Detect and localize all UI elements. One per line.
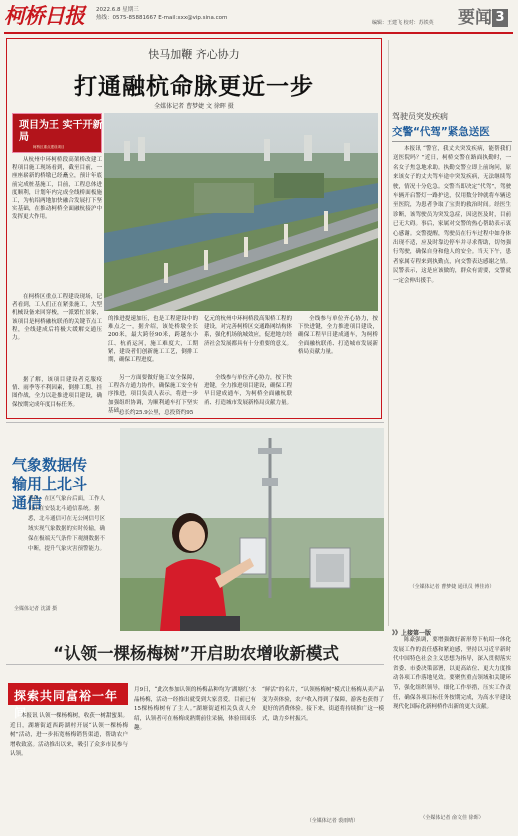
story2-headline: 气象数据传输用上北斗通信 [12,456,88,512]
series-banner-text: 探索共同富裕一年间 [14,689,119,720]
masthead-title: 柯桥日报 [4,3,84,28]
contact-line: 热线：0575-85881667 E-mail:xxx@vip.sina.com [96,15,228,21]
main-col4-text: 全线参与单位齐心协力，按下快进键，全力推进项目建设，确保工程早日建成通车，为柯桥全面融杭联甬、打造城市发展新格局贡献力量。 [298,316,378,355]
main-col2-para1: 的推进提速加压，也是工程建设中的难点之一，据介绍，该处桥墩全长200米，最大跨径90米，跨越东小江、杭甬运河，施工难度大，工期紧，建设者们创新施工工艺，倒排工期，确保工程进度。 [108,316,198,364]
main-col3-para2: 全线参与单位齐心协力，按下快进键，全力推进项目建设，确保工程早日建成通车，为柯桥全面融杭联甬、打造城市发展新格局贡献力量。 [204,375,293,406]
right-story-headline: 交警“代驾”紧急送医 [392,126,490,138]
main-headline: 打通融杭命脉更近一步 [74,74,314,100]
right-story-rule [392,141,512,142]
page-number: 3 [492,9,508,27]
story3-col3: “鲜活”的名片，“认领杨梅树”模式让杨梅从卖产品变为卖体验，农户收入得到了保障，游客也获得了更好的消费体验。接下来，街道将持续推广这一模式，助力乡村振兴。 [262,687,384,722]
right-story-body: 本报讯 “警官，我丈夫突发疾病，能帮我们送医院吗？”近日，柯桥交警在路面执勤时，一名女子焦急地求助。执勤交警立即上前询问，原来该女子的丈夫驾车途中突发疾病，无法继续驾驶，情况十分危急。交警当即决定“代驾”，驾驶车辆开启警灯一路护送，仅用数分钟就将车辆送至医院，为患者争取了宝贵的救治时间。经医生诊断，该驾驶员为突发急症，因送医及时，目前已无大碍。事后，家属对交警的热心帮助表示衷心感谢。交警提醒，驾驶员在行车过程中如身体出现不适，应及时靠边停车并寻求帮助，切勿强行驾驶，确保自身和他人的安全。当天下午，患者家属专程来到执勤点，向交警表达感谢之情。民警表示，这是应该做的，群众有需要，交警就一定会伸出援手。 [393,146,511,284]
promo-subtitle: 柯桥区重点建设项目 [33,145,65,149]
story3-byline: （全媒体记者 裘雨晴） [306,818,359,824]
main-col1-para2: 在柯桥区重点工程建设现场，记者看到，工人们正在紧张施工，大型机械设备来回穿梭，一派繁忙景象，该项目是柯桥融杭联甬的关键节点工程，全线建成后将极大缓解交通压力。 [12,294,102,342]
promo-title: 项目为王 实干开新局 [19,120,103,143]
story3-headline: “认领一棵杨梅树”开启助农增收新模式 [53,644,339,663]
main-col2-para2: 另一方面要做好施工安全保障，工程各方通力协作，确保施工安全有序推进，项目负责人表示，将进一步加强组织协调，为顺利通车打下坚实基础。 [108,375,198,414]
main-col1-para1: 从杭州中环柯桥段高架桥改建工程项目施工现场看到，截至目前，一座座崭新的桥墩已经矗立，预计年底前完成桩基施工，目前，工程总体进度顺利，计划年内完成全线桥面板施工，为杭绍两地加快融合发展打下坚实基础，在推动柯桥全面融杭接沪中发挥更大作用。 [12,157,102,221]
construction-aerial-photo [104,113,378,311]
continued-heading: 》》上接第一版 [392,630,432,637]
main-col2-para3: 总长约25.9公里，总投资约95 [119,410,194,416]
section-label: 要闻 [458,8,492,28]
right-story-label: 驾驶员突发疾病 [392,112,448,121]
story2-body: 近日，在区气象台后面，工作人员正在安装北斗通信系统。据悉，北斗通信可在无公网信号区域实现气象数据的实时传输，确保在极端天气条件下观测数据不中断，提升气象灾害预警能力。 [28,496,106,552]
issue-date: 2022.6.8 星期三 [96,7,139,13]
main-col3-para1: 亿元的杭州中环柯桥段高架桥工程的建设，对完善柯桥区交通路网结构体系，强化机场航城效应，促进地方经济社会发展都具有十分重要的意义。 [204,316,293,347]
main-kicker: 快马加鞭 齐心协力 [148,48,240,61]
continued-body: 陈豪强调，要增强做好新形势下杭绍一体化发展工作的责任感和紧迫感，坚持以习近平新时代中国特色社会主义思想为指导，深入贯彻落实省委、市委决策部署，以更高站位、更大力度推动各项工作落地见效。要聚焦重点领域和关键环节，强化组织领导，细化工作举措，压实工作责任，确保各项目标任务按期完成，为高水平建设现代化国际化新柯桥作出新的更大贡献。 [393,637,511,711]
main-byline: 全媒体记者 曹梦婕 文 徐晖 摄 [154,103,234,110]
story3-col1: 本报讯 认领一棵杨梅树，收获一树甜蜜果。近日，湖塘街道西跨湖村开展“认领一棵杨梅树”活动，进一步拓宽杨梅销售渠道，帮助农户增收致富。活动推出以来，吸引了众多市民参与认领。 [10,713,128,758]
story3-col2: 月9日，“此次参加认领的杨梅品种均为‘湖塘红’水晶杨梅，活动一经推出就受到大家喜爱。目前已有15棵杨梅树有了主人。”湖塘街道相关负责人介绍，认领者可在杨梅成熟期前往采摘，体验田园乐趣。 [134,687,256,732]
series-banner [8,683,128,720]
weather-station-photo [120,428,384,631]
section-divider [6,422,384,423]
masthead-meta [96,6,326,22]
editors-line: 编辑：王建飞 校对：苏铁英 [372,20,434,26]
continued-byline: （全媒体记者 俞文佳 徐晖） [420,815,484,821]
column-divider [388,40,389,626]
promo-badge [12,113,102,153]
main-col1-para3: 据了解，该项目建设者克服疫情、雨季等不利因素，倒排工期、挂图作战，全力以赴推进项目建设，确保按期完成年度目标任务。 [12,377,102,408]
right-story-byline: （全媒体记者 曹梦婕 通讯员 傅佳涛） [409,584,495,590]
story3-rule [6,664,384,665]
header-rule [4,32,513,34]
story2-byline: 全媒体记者 沈潇 摄 [14,606,58,612]
